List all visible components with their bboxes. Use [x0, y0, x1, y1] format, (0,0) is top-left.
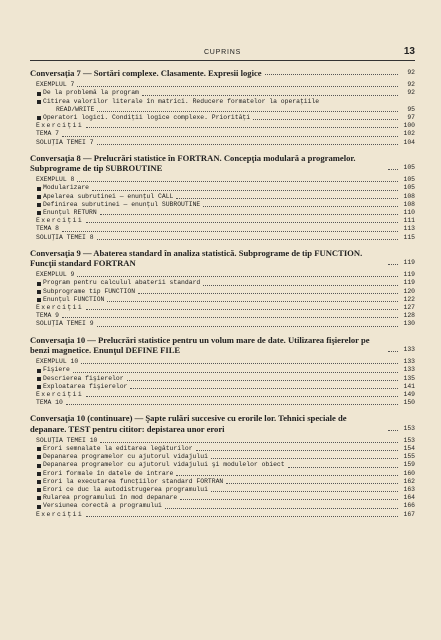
- entry-page: 104: [403, 138, 415, 146]
- dot-leader: [127, 375, 398, 381]
- entry-text: Program pentru calculul abaterii standard: [43, 279, 201, 287]
- chapter-page: 119: [403, 259, 415, 267]
- toc-subentry: [30, 184, 415, 192]
- entry-page: 122: [403, 295, 415, 303]
- dot-leader: [211, 486, 398, 492]
- dot-leader: [92, 185, 398, 191]
- toc-subentry: [30, 296, 415, 304]
- page-number: 13: [403, 46, 415, 57]
- square-bullet-icon: [37, 505, 41, 509]
- square-bullet-icon: [37, 377, 41, 381]
- entry-page: 159: [403, 461, 415, 469]
- entry-text: Versiunea corectă a programului: [43, 502, 162, 510]
- entry-page: 167: [403, 510, 415, 518]
- entry-text: Citirea valorilor literale în matrici. Reducere formatelor la operaţiile: [43, 97, 320, 105]
- entry-page: 113: [403, 225, 415, 233]
- toc-subentry: [30, 279, 415, 287]
- entry-text: TEMA 10: [36, 399, 63, 407]
- entry-text: EXEMPLUL 8: [36, 176, 75, 184]
- square-bullet-icon: [37, 447, 41, 451]
- chapter-title: Conversaţia 9 — Abaterea standard în analiza statistică. Subprograme de tip FUNCTION. Funcţii standard FORTRAN: [30, 247, 363, 269]
- dot-leader: [100, 437, 398, 443]
- dot-leader: [288, 462, 398, 468]
- toc-entry: [30, 81, 415, 89]
- entry-text: Depanarea programelor cu ajutorul vidajului: [43, 453, 208, 461]
- toc-subentry: [30, 114, 415, 122]
- square-bullet-icon: [37, 455, 41, 459]
- dot-leader: [97, 139, 398, 145]
- toc-entry: [30, 225, 415, 233]
- toc-entry: [30, 320, 415, 328]
- entry-page: 105: [403, 176, 415, 184]
- entry-text: Erori la executarea funcţiilor standard FORTRAN: [43, 477, 224, 485]
- entry-page: 120: [403, 287, 415, 295]
- square-bullet-icon: [37, 211, 41, 215]
- dot-leader: [165, 503, 398, 509]
- dot-leader: [86, 217, 398, 223]
- entry-text: Depanarea programelor cu ajutorul vidajului şi modulelor obiect: [43, 461, 285, 469]
- entry-page: 166: [403, 502, 415, 510]
- dot-leader: [66, 399, 398, 405]
- entry-text: Exploatarea fişierelor: [43, 382, 128, 390]
- entry-text: READ/WRITE: [56, 105, 95, 113]
- dot-leader: [97, 321, 398, 327]
- entry-page: 154: [403, 444, 415, 452]
- toc-subentry: [30, 453, 415, 461]
- dot-leader: [77, 81, 398, 87]
- dot-leader: [203, 201, 398, 207]
- toc-entry: [30, 271, 415, 279]
- entry-page: 162: [403, 477, 415, 485]
- entry-text: SOLUŢIA TEMEI 8: [36, 233, 94, 241]
- toc-subentry: [30, 383, 415, 391]
- entry-text: Fişiere: [43, 366, 70, 374]
- toc-section: [30, 153, 415, 242]
- entry-page: 160: [403, 469, 415, 477]
- toc-subentry: [30, 209, 415, 217]
- entry-page: 119: [403, 271, 415, 279]
- toc-entry: [30, 122, 415, 130]
- entry-page: 102: [403, 130, 415, 138]
- chapter-page: 153: [403, 424, 415, 432]
- dot-leader: [176, 470, 398, 476]
- dot-leader: [97, 234, 398, 240]
- toc-subentry: [30, 461, 415, 469]
- page-header: [30, 46, 415, 61]
- dot-leader: [138, 288, 398, 294]
- dot-leader: [196, 445, 398, 451]
- entry-page: 92: [407, 89, 415, 97]
- dot-leader: [62, 131, 398, 137]
- entry-text: Exerciţii: [36, 217, 84, 225]
- table-of-contents: [30, 68, 415, 519]
- toc-entry: [30, 130, 415, 138]
- entry-page: 135: [403, 374, 415, 382]
- dot-leader: [211, 453, 398, 459]
- toc-subentry: [30, 98, 415, 106]
- dot-leader: [388, 346, 398, 352]
- dot-leader: [62, 226, 398, 232]
- entry-text: Erori ce duc la autodistrugerea programului: [43, 485, 208, 493]
- entry-text: EXEMPLUL 9: [36, 271, 75, 279]
- toc-section: [30, 413, 415, 518]
- square-bullet-icon: [37, 369, 41, 373]
- toc-entry: [30, 304, 415, 312]
- square-bullet-icon: [37, 472, 41, 476]
- dot-leader: [180, 494, 398, 500]
- toc-entry: [30, 139, 415, 147]
- chapter-title: Conversaţia 10 (continuare) — Şapte rulări succesive cu erorile lor. Tehnici speciale de depanare. TEST pentru cititor: depistarea unor erori: [30, 413, 347, 434]
- toc-entry: [30, 106, 415, 114]
- square-bullet-icon: [37, 100, 41, 104]
- entry-page: 149: [403, 390, 415, 398]
- toc-subentry: [30, 445, 415, 453]
- chapter-heading: [30, 68, 415, 78]
- dot-leader: [77, 271, 398, 277]
- entry-text: Exerciţii: [36, 510, 84, 518]
- dot-leader: [97, 106, 398, 112]
- entry-text: Modularizare: [43, 184, 90, 192]
- toc-subentry: [30, 201, 415, 209]
- toc-subentry: [30, 486, 415, 494]
- toc-subentry: [30, 366, 415, 374]
- entry-page: 111: [403, 217, 415, 225]
- square-bullet-icon: [37, 488, 41, 492]
- entry-text: SOLUŢIA TEMEI 9: [36, 320, 94, 328]
- chapter-title: Conversaţia 10 — Prelucrări statistice pentru un volum mare de date. Utilizarea fişierelor pe benzi magnetice. Enunţul DEFINE FILE: [30, 334, 370, 355]
- entry-page: 127: [403, 304, 415, 312]
- entry-text: Operatori logici. Condiţii logice complexe. Priorităţi: [43, 114, 251, 122]
- chapter-page: 92: [407, 69, 415, 76]
- toc-subentry: [30, 478, 415, 486]
- entry-page: 110: [403, 209, 415, 217]
- chapter-heading: [30, 153, 415, 173]
- entry-page: 100: [403, 122, 415, 130]
- entry-text: Exerciţii: [36, 122, 84, 130]
- entry-page: 115: [403, 233, 415, 241]
- square-bullet-icon: [37, 496, 41, 500]
- dot-leader: [86, 122, 398, 128]
- toc-section: [30, 248, 415, 329]
- square-bullet-icon: [37, 116, 41, 120]
- entry-text: SOLUŢIA TEMEI 7: [36, 138, 94, 146]
- entry-text: Erori formale în datele de intrare: [43, 469, 174, 477]
- dot-leader: [203, 280, 398, 286]
- dot-leader: [388, 259, 398, 265]
- entry-text: EXEMPLUL 10: [36, 358, 79, 366]
- entry-page: 150: [403, 399, 415, 407]
- toc-entry: [30, 176, 415, 184]
- chapter-title: Conversația 7 — Sortări complexe. Clasamente. Expresii logice: [30, 68, 262, 78]
- entry-text: TEMA 7: [36, 130, 60, 138]
- square-bullet-icon: [37, 480, 41, 484]
- toc-entry: [30, 234, 415, 242]
- dot-leader: [253, 114, 398, 120]
- dot-leader: [77, 176, 398, 182]
- entry-text: Definirea subrutinei — enunţul SUBROUTINE: [43, 200, 201, 208]
- entry-text: Enunţul FUNCTION: [43, 295, 105, 303]
- toc-section: [30, 68, 415, 147]
- chapter-heading: [30, 248, 415, 268]
- chapter-title: Conversaţia 8 — Prelucrări statistice în FORTRAN. Concepţia modulară a programelor. Subprograme de tip SUBROUTINE: [30, 152, 356, 174]
- toc-entry: [30, 399, 415, 407]
- square-bullet-icon: [37, 464, 41, 468]
- entry-text: Exerciţii: [36, 390, 84, 398]
- toc-subentry: [30, 193, 415, 201]
- toc-subentry: [30, 288, 415, 296]
- toc-entry: [30, 358, 415, 366]
- entry-page: 133: [403, 358, 415, 366]
- toc-entry: [30, 312, 415, 320]
- toc-subentry: [30, 470, 415, 478]
- entry-page: 133: [403, 366, 415, 374]
- page-title: CUPRINS: [203, 49, 242, 56]
- entry-page: 153: [403, 436, 415, 444]
- entry-page: 141: [403, 382, 415, 390]
- entry-page: 164: [403, 494, 415, 502]
- toc-subentry: [30, 494, 415, 502]
- entry-page: 130: [403, 320, 415, 328]
- square-bullet-icon: [37, 203, 41, 207]
- toc-section: [30, 335, 415, 408]
- entry-page: 108: [403, 200, 415, 208]
- entry-page: 163: [403, 485, 415, 493]
- entry-page: 108: [403, 192, 415, 200]
- toc-entry: [30, 437, 415, 445]
- entry-page: 95: [407, 105, 415, 113]
- entry-text: Subprograme tip FUNCTION: [43, 287, 136, 295]
- toc-subentry: [30, 375, 415, 383]
- entry-text: Erori semnalate la editarea legăturilor: [43, 444, 193, 452]
- entry-page: 97: [407, 114, 415, 122]
- dot-leader: [388, 164, 398, 170]
- dot-leader: [388, 425, 398, 431]
- square-bullet-icon: [37, 187, 41, 191]
- entry-text: EXEMPLUL 7: [36, 81, 75, 89]
- dot-leader: [62, 312, 398, 318]
- toc-subentry: [30, 502, 415, 510]
- entry-text: Descrierea fişierelor: [43, 374, 124, 382]
- entry-text: Exerciţii: [36, 304, 84, 312]
- entry-page: 92: [407, 81, 415, 89]
- entry-text: TEMA 8: [36, 225, 60, 233]
- entry-page: 105: [403, 184, 415, 192]
- dot-leader: [86, 304, 398, 310]
- toc-entry: [30, 391, 415, 399]
- dot-leader: [81, 358, 398, 364]
- chapter-page: 133: [403, 345, 415, 353]
- dot-leader: [100, 209, 398, 215]
- entry-text: TEMA 9: [36, 312, 60, 320]
- entry-page: 128: [403, 312, 415, 320]
- dot-leader: [107, 296, 398, 302]
- square-bullet-icon: [37, 195, 41, 199]
- square-bullet-icon: [37, 385, 41, 389]
- entry-page: 119: [403, 279, 415, 287]
- entry-text: Rularea programului în mod depanare: [43, 494, 178, 502]
- square-bullet-icon: [37, 282, 41, 286]
- entry-text: Enunţul RETURN: [43, 209, 97, 217]
- dot-leader: [226, 478, 398, 484]
- dot-leader: [73, 367, 398, 373]
- square-bullet-icon: [37, 92, 41, 96]
- dot-leader: [265, 69, 398, 75]
- dot-leader: [130, 383, 398, 389]
- dot-leader: [86, 511, 398, 517]
- square-bullet-icon: [37, 298, 41, 302]
- dot-leader: [176, 193, 398, 199]
- entry-text: De la problemă la program: [43, 89, 139, 97]
- toc-entry: [30, 511, 415, 519]
- dot-leader: [142, 90, 398, 96]
- entry-text: Apelarea subrutinei — enunţul CALL: [43, 192, 174, 200]
- chapter-heading: [30, 335, 415, 355]
- toc-entry: [30, 217, 415, 225]
- chapter-page: 105: [403, 164, 415, 172]
- square-bullet-icon: [37, 290, 41, 294]
- toc-subentry: [30, 89, 415, 97]
- entry-page: 155: [403, 453, 415, 461]
- chapter-heading: [30, 413, 415, 433]
- dot-leader: [86, 391, 398, 397]
- entry-text: SOLUŢIA TEMEI 10: [36, 436, 98, 444]
